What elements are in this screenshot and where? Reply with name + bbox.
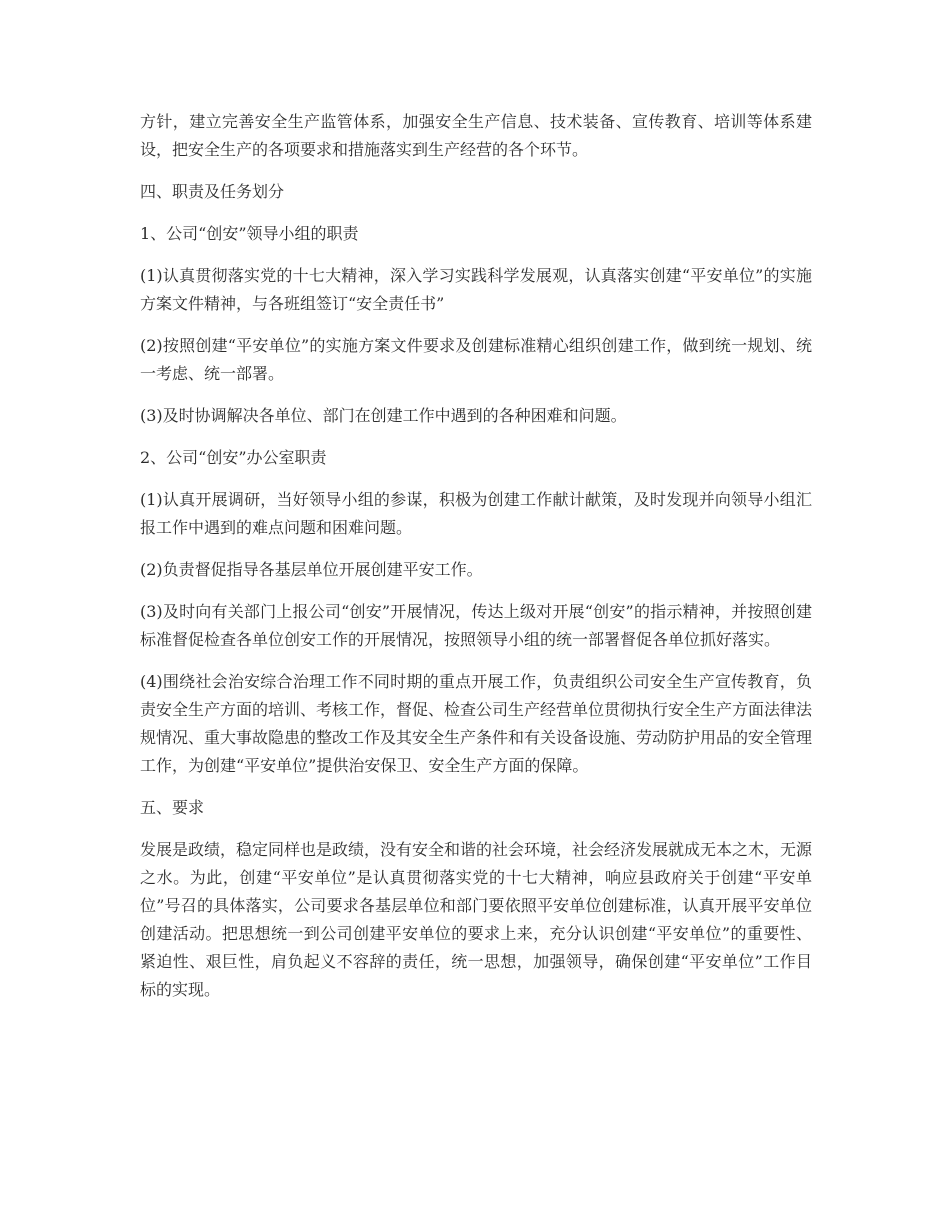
paragraph-office-duty-2: (2)负责督促指导各基层单位开展创建平安工作。 bbox=[140, 560, 483, 579]
paragraph-office-duty-3: (3)及时向有关部门上报公司“创安”开展情况，传达上级对开展“创安”的指示精神，并按照创建标准督促检查各单位创安工作的开展情况，按照领导小组的统一部署督促各单位抓好落实。 bbox=[140, 602, 812, 649]
paragraph-requirements: 发展是政绩，稳定同样也是政绩，没有安全和谐的社会环境，社会经济发展就成无本之木，无源之水。为此，创建“平安单位”是认真贯彻落实党的十七大精神，响应县政府关于创建“平安单位”号召的具体落实，公司要求各基层单位和部门要依照平安单位创建标准，认真开展平安单位创建活动。把思想统一到公司创建平安单位的要求上来，充分认识创建“平安单位”的重要性、紧迫性、艰巨性，肩负起义不容辞的责任，统一思想，加强领导，确保创建“平安单位”工作目标的实现。 bbox=[140, 840, 813, 999]
paragraph-safety-system: 方针，建立完善安全生产监管体系，加强安全生产信息、技术装备、宣传教育、培训等体系建设，把安全生产的各项要求和措施落实到生产经营的各个环节。 bbox=[140, 112, 812, 159]
heading-leadership-duties: 1、公司“创安”领导小组的职责 bbox=[140, 224, 359, 243]
heading-section-5: 五、要求 bbox=[140, 798, 205, 817]
paragraph-leadership-duty-1: (1)认真贯彻落实党的十七大精神，深入学习实践科学发展观，认真落实创建“平安单位”的实施方案文件精神，与各班组签订“安全责任书” bbox=[140, 266, 812, 313]
paragraph-office-duty-4: (4)围绕社会治安综合治理工作不同时期的重点开展工作，负责组织公司安全生产宣传教育，负责安全生产方面的培训、考核工作，督促、检查公司生产经营单位贯彻执行安全生产方面法律法规情况、重大事故隐患的整改工作及其安全生产条件和有关设备设施、劳动防护用品的安全管理工作，为创建“平安单位”提供治安保卫、安全生产方面的保障。 bbox=[140, 672, 813, 775]
paragraph-leadership-duty-3: (3)及时协调解决各单位、部门在创建工作中遇到的各种困难和问题。 bbox=[140, 406, 627, 425]
paragraph-office-duty-1: (1)认真开展调研，当好领导小组的参谋，积极为创建工作献计献策，及时发现并向领导小组汇报工作中遇到的难点问题和困难问题。 bbox=[140, 490, 812, 537]
document-body bbox=[140, 108, 812, 1018]
paragraph-leadership-duty-2: (2)按照创建“平安单位”的实施方案文件要求及创建标准精心组织创建工作，做到统一规划、统一考虑、统一部署。 bbox=[140, 336, 812, 383]
heading-section-4: 四、职责及任务划分 bbox=[140, 182, 285, 201]
heading-office-duties: 2、公司“创安”办公室职责 bbox=[140, 448, 327, 467]
